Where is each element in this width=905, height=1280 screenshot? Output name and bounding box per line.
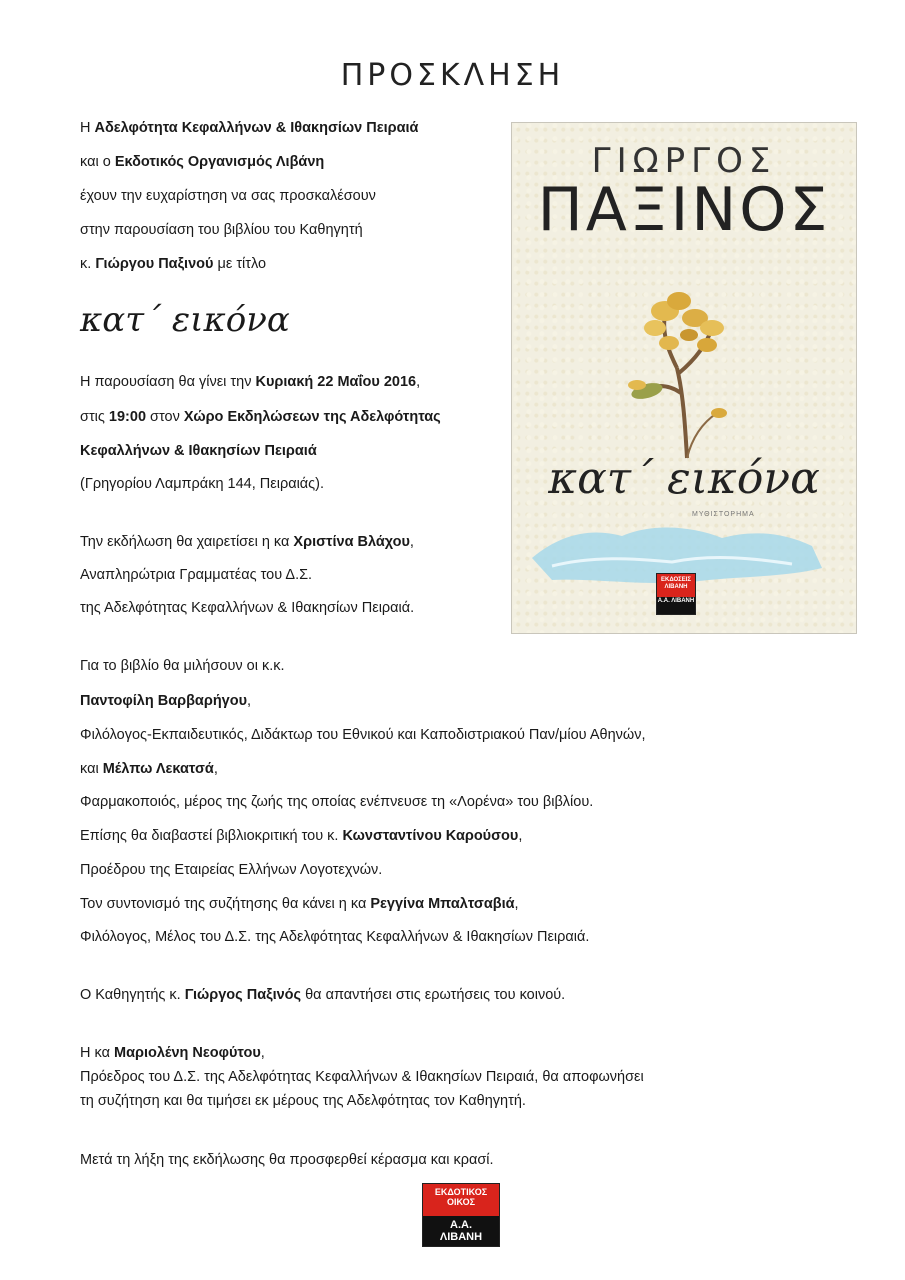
answer-line: Ο Καθηγητής κ. Γιώργος Παξινός θα απαντήσει στις ερωτήσεις του κοινού. [80, 987, 566, 1003]
moderator-line: Τον συντονισμό της συζήτησης θα κάνει η κα Ρεγγίνα Μπαλτσαβιά, [80, 896, 519, 912]
critic-desc: Προέδρου της Εταιρείας Ελλήνων Λογοτεχνών. [80, 862, 383, 878]
greeting-line-1: Την εκδήλωση θα χαιρετίσει η κα Χριστίνα Βλάχου, [80, 534, 414, 550]
cover-title: κατ΄ εικόνα [548, 453, 820, 504]
publisher-logo: ΕΚΔΟΤΙΚΟΣ ΟΙΚΟΣ Α.Α. ΛΙΒΑΝΗ [422, 1183, 500, 1247]
flower-illustration [607, 273, 767, 463]
closing-line-1: Η κα Μαριολένη Νεοφύτου, [80, 1045, 265, 1061]
intro-line-4: στην παρουσίαση του βιβλίου του Καθηγητή [80, 222, 363, 238]
page-title: ΠΡΟΣΚΛΗΣΗ [340, 58, 565, 93]
speaker-2-name: και Μέλπω Λεκατσά, [80, 761, 218, 777]
intro-line-5: κ. Γιώργου Παξινού με τίτλο [80, 256, 267, 272]
event-address: (Γρηγορίου Λαμπράκη 144, Πειραιάς). [80, 476, 325, 492]
intro-line-1: Η Αδελφότητα Κεφαλλήνων & Ιθακησίων Πειραιά [80, 120, 419, 136]
greeting-line-2: Αναπληρώτρια Γραμματέας του Δ.Σ. [80, 567, 313, 583]
speakers-intro: Για το βιβλίο θα μιλήσουν οι κ.κ. [80, 658, 285, 674]
intro-line-3: έχουν την ευχαρίστηση να σας προσκαλέσουν [80, 188, 376, 204]
closing-line-2: Πρόεδρος του Δ.Σ. της Αδελφότητας Κεφαλλήνων & Ιθακησίων Πειραιά, θα αποφωνήσει [80, 1069, 644, 1085]
speaker-1-desc: Φιλόλογος-Εκπαιδευτικός, Διδάκτωρ του Εθνικού και Καποδιστριακού Παν/μίου Αθηνών, [80, 727, 646, 743]
moderator-desc: Φιλόλογος, Μέλος του Δ.Σ. της Αδελφότητας Κεφαλλήνων & Ιθακησίων Πειραιά. [80, 929, 590, 945]
event-line-3: Κεφαλλήνων & Ιθακησίων Πειραιά [80, 443, 317, 459]
cover-publisher-logo: ΕΚΔΟΣΕΙΣ ΛΙΒΑΝΗ Α.Α. ΛΙΒΑΝΗ [656, 573, 696, 615]
speaker-1-name: Παντοφίλη Βαρβαρήγου, [80, 693, 252, 709]
cover-author-last: ΠΑΞΙΝΟΣ [537, 175, 831, 245]
speaker-2-desc: Φαρμακοποιός, μέρος της ζωής της οποίας ενέπνευσε τη «Λορένα» του βιβλίου. [80, 794, 594, 810]
book-title: κατ΄ εικόνα [80, 300, 290, 340]
event-line-2: στις 19:00 στον Χώρο Εκδηλώσεων της Αδελφότητας [80, 409, 441, 425]
cover-subtitle: ΜΥΘΙΣΤΟΡΗΜΑ [692, 511, 755, 518]
greeting-line-3: της Αδελφότητας Κεφαλλήνων & Ιθακησίων Πειραιά. [80, 600, 415, 616]
critic-line: Επίσης θα διαβαστεί βιβλιοκριτική του κ. Κωνσταντίνου Καρούσου, [80, 828, 523, 844]
book-cover [511, 122, 857, 634]
intro-line-2: και ο Εκδοτικός Οργανισμός Λιβάνη [80, 154, 325, 170]
event-line-1: Η παρουσίαση θα γίνει την Κυριακή 22 Μαΐου 2016, [80, 374, 421, 390]
closing-line-3: τη συζήτηση και θα τιμήσει εκ μέρους της Αδελφότητας τον Καθηγητή. [80, 1093, 526, 1109]
reception-line: Μετά τη λήξη της εκδήλωσης θα προσφερθεί κέρασμα και κρασί. [80, 1152, 494, 1168]
cover-author-first: ΓΙΩΡΓΟΣ [591, 141, 777, 181]
